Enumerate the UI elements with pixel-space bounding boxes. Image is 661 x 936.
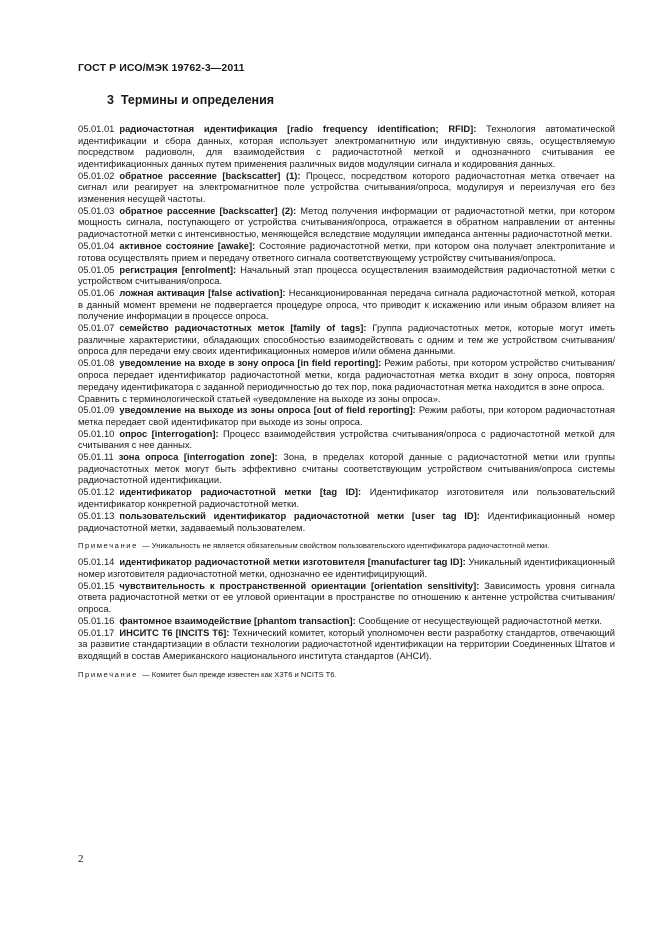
- term-entry: [78, 323, 615, 358]
- term-number: 05.01.13: [78, 511, 115, 522]
- term-definition: Начальный этап процесса осуществления взаимодействия радиочастотной метки с устройством считывания/опроса.: [78, 264, 615, 287]
- term-name: опрос [interrogation]:: [119, 428, 219, 439]
- term-entry: [78, 265, 615, 288]
- term-definition: Метод получения информации от радиочастотной метки, при котором мощность сигнала, поступающего от устройства считывания/опроса, отражается в обратном направлении от антенны радиочастотной метки с интенсивностью, меняющейся вследствие модуляции импеданса антенны радиочастотной метки.: [78, 205, 615, 239]
- term-number: 05.01.15: [78, 580, 115, 591]
- term-name: ИНСИТС Т6 [INCITS T6]:: [119, 627, 230, 638]
- term-definition: Режим работы, при котором радиочастотная метка передает свой идентификатор при выходе из зоны опроса.: [78, 405, 615, 427]
- term-entry: [78, 581, 615, 616]
- term-number: 05.01.03: [78, 205, 115, 216]
- term-name: ложная активация [false activation]:: [119, 288, 286, 299]
- section-number: 3: [107, 93, 114, 107]
- term-number: 05.01.05: [78, 264, 115, 275]
- term-entry: [78, 405, 615, 428]
- term-number: 05.01.12: [78, 487, 115, 498]
- section-title: [107, 93, 274, 107]
- term-definition: Уникальный идентификационный номер изготовителя радиочастотной метки, однозначно ее идентифицирующий.: [78, 557, 616, 579]
- term-entry: [78, 206, 615, 241]
- term-name: обратное рассеяние [backscatter] (2):: [119, 205, 297, 216]
- term-number: 05.01.08: [78, 358, 115, 369]
- term-number: 05.01.10: [78, 428, 115, 439]
- term-entry: [78, 511, 615, 534]
- term-number: 05.01.07: [78, 323, 115, 334]
- term-entry: [78, 429, 615, 452]
- term-name: регистрация [enrolment]:: [119, 264, 237, 275]
- term-name: уведомление на выходе из зоны опроса [out of field reporting]:: [119, 405, 416, 416]
- term-definition: Идентификатор изготовителя или пользовательский идентификатор конкретной радиочастотной метки.: [78, 487, 615, 509]
- note-label: Примечание: [78, 669, 138, 679]
- term-definition: Группа радиочастотных меток, которые могут иметь различные характеристики, обладающих способностью взаимодействовать с одним и тем же устройством считывания/опроса для передачи ему своих идентификационных номеров и/или обмена данными.: [78, 323, 615, 357]
- term-name: уведомление на входе в зону опроса [in field reporting]:: [119, 358, 382, 369]
- term-definition: Технология автоматической идентификации и сбора данных, которая использует электромагнитную или индуктивную связь, осуществляемую посредством радиоволн, для взаимодействия с радиочастотной меткой и однозначного считывания ее идентификационных данных путем применения различных видов модуляции сигнала и кодирования данных.: [78, 124, 615, 169]
- term-list: [78, 405, 615, 534]
- term-name: пользовательский идентификатор радиочастотной метки [user tag ID]:: [119, 511, 480, 522]
- term-entry: [78, 171, 615, 206]
- term-number: 05.01.09: [78, 405, 115, 416]
- term-entry: [78, 452, 615, 487]
- note: [78, 540, 615, 551]
- term-name: семейство радиочастотных меток [family of tags]:: [119, 323, 367, 334]
- term-name: идентификатор радиочастотной метки [tag ID]:: [119, 487, 362, 498]
- document-header: ГОСТ Р ИСО/МЭК 19762-3—2011: [78, 62, 245, 74]
- term-number: 05.01.17: [78, 627, 115, 638]
- term-entry: [78, 628, 615, 663]
- term-number: 05.01.06: [78, 288, 115, 299]
- term-definition: Режим работы, при котором устройство считывания/опроса передает идентификатор радиочастотной метки, когда радиочастотная метка входит в зону опроса, повторяя передачу идентификатора с заданной периодичностью до тех пор, пока радиочастотная метка находится в зоне опроса.: [78, 358, 615, 392]
- term-list: [78, 557, 615, 662]
- term-number: 05.01.04: [78, 240, 115, 251]
- term-entry: [78, 358, 615, 393]
- term-number: 05.01.16: [78, 615, 115, 626]
- page-number: 2: [78, 853, 84, 865]
- term-number: 05.01.02: [78, 170, 115, 181]
- term-definition: Состояние радиочастотной метки, при котором она получает электропитание и готова осуществлять прием и передачу ответного сигнала соответствующему устройству считывания/опроса.: [78, 240, 615, 263]
- term-definition: Идентификационный номер радиочастотной метки, задаваемый пользователем.: [78, 511, 615, 533]
- term-definition: Сообщение от несуществующей радиочастотной метки.: [358, 615, 603, 626]
- term-name: зона опроса [interrogation zone]:: [118, 452, 278, 463]
- term-definition: Зависимость уровня сигнала ответа радиочастотной метки от ее угловой ориентации в пространстве по отношению к антенне устройства считывания/опроса.: [78, 580, 615, 614]
- term-name: обратное рассеяние [backscatter] (1):: [119, 170, 301, 181]
- section-title-text: Термины и определения: [120, 93, 275, 107]
- term-entry: [78, 557, 615, 580]
- term-name: чувствительность к пространственной ориентации [orientation sensitivity]:: [119, 580, 480, 591]
- term-name: радиочастотная идентификация [radio frequency identification; RFID]:: [119, 124, 477, 134]
- term-entry: [78, 616, 615, 628]
- term-number: 05.01.14: [78, 557, 115, 568]
- term-list: [78, 124, 615, 393]
- term-name: фантомное взаимодействие [phantom transaction]:: [119, 615, 356, 626]
- term-entry: [78, 487, 615, 510]
- term-name: идентификатор радиочастотной метки изготовителя [manufacturer tag ID]:: [119, 557, 466, 568]
- compare-note: Сравнить с терминологической статьей «уведомление на выходе из зоны опроса».: [78, 393, 441, 404]
- document-body: [78, 124, 615, 686]
- term-definition: Процесс, посредством которого радиочастотная метка отвечает на сигнал или реагирует на электромагнитное поле устройства считывания/опроса, модулируя и переизлучая его без изменения несущей частоты.: [78, 170, 616, 204]
- term-entry: [78, 241, 615, 264]
- term-name: активное состояние [awake]:: [119, 240, 256, 251]
- term-definition: Несанкционированная передача сигнала радиочастотной меткой, которая в данный момент времени не подвергается процедуре опроса, что приводит к искажению или иным образом влияет на получение информации в процессе опроса.: [78, 288, 615, 322]
- term-definition: Технический комитет, который уполномочен вести разработку стандартов, отвечающий за развитие стандартизации в области технологии радиочастотной идентификации на территории Соединенных Штатов и входящий в состав Американского национального института стандартов (АНСИ).: [78, 627, 615, 662]
- note: [78, 669, 615, 680]
- note-text: — Уникальность не является обязательным свойством пользовательского идентификатора радиочастотной метки.: [142, 541, 550, 551]
- term-number: 05.01.11: [78, 452, 114, 463]
- term-definition: Процесс взаимодействия устройства считывания/опроса с радиочастотной меткой для считывания с нее данных.: [78, 428, 615, 451]
- term-definition: Зона, в пределах которой данные с радиочастотной метки или группы радиочастотных меток могут быть эффективно считаны соответствующим устройством считывания/опроса системы радиочастотной идентификации.: [78, 452, 615, 486]
- note-label: Примечание: [78, 541, 138, 551]
- term-number: 05.01.01: [78, 124, 115, 134]
- note-text: — Комитет был прежде известен как X3T6 и NCITS T6.: [142, 669, 337, 679]
- term-entry: [78, 288, 615, 323]
- term-entry: [78, 124, 615, 170]
